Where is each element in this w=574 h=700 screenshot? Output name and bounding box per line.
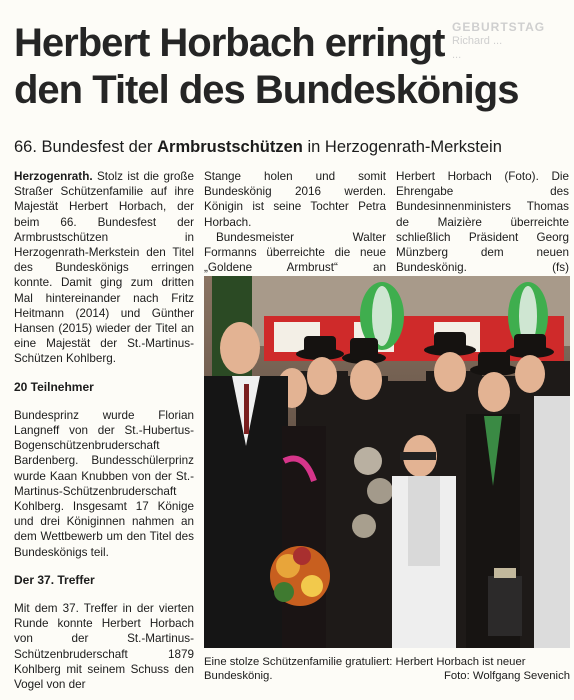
headline	[14, 20, 518, 114]
photo-credit: Foto: Wolfgang Sevenich	[443, 670, 570, 682]
article-photo	[204, 276, 570, 648]
author-sign: (fs)	[552, 261, 569, 275]
photo-caption	[204, 655, 570, 683]
col3-text: Herbert Horbach (Foto). Die Ehrengabe des Bundesinnenministers Thomas de Maizière überreichte schließlich Präsident Georg Münzberg dem neuen Bundeskönig.	[396, 170, 569, 275]
section-heading-participants: 20 Teilnehmer	[14, 379, 94, 394]
article-column-1	[14, 169, 194, 692]
lead-paragraph	[14, 169, 194, 367]
faded-line: Richard ...	[452, 35, 503, 47]
caption-text: Eine stolze Schützenfamilie gratuliert: Herbert Horbach ist neuer Bundeskönig.	[204, 656, 526, 682]
faded-line: ...	[452, 49, 462, 61]
headline-line-2: den Titel des Bundeskönigs	[14, 68, 519, 112]
section-heading-treffer: Der 37. Treffer	[14, 572, 95, 587]
lead-text: Stolz ist die große Straßer Schützenfamilie auf ihre Majestät Herbert Horbach, der beim 66. Bundesfest der Armbrustschützen in Herzogenrath-Merkstein den Titel des Bundeskönigs erringen konnte. Damit ging zum dritten Mal hintereinander nach Fritz Heitmann (2014) und Günther Hansen (2015) wieder der Titel an eine Majestät der St.-Martinus-Schützen Kohlberg.	[14, 170, 194, 366]
subheadline-post: in Herzogenrath-Merkstein	[302, 138, 502, 156]
faded-heading: GEBURTSTAG	[452, 20, 546, 34]
article-column-2	[204, 169, 386, 291]
col2-paragraph-1: Stange holen und somit Bundeskönig 2016 werden. Königin ist seine Tochter Petra Horbach.	[204, 170, 386, 229]
section-treffer-text: Mit dem 37. Treffer in der vierten Runde konnte Herbert Horbach von der St.-Martinus-Schützenbruderschaft 1879 Kohlberg mit seinem Schuss den Vogel von der	[14, 602, 194, 692]
dateline: Herzogenrath.	[14, 170, 93, 183]
article-column-3	[396, 169, 569, 275]
subheadline-pre: 66. Bundesfest der	[14, 138, 158, 156]
group-photo-illustration	[204, 276, 570, 648]
col2-paragraph-2: Bundesmeister Walter Formanns überreichte die neue „Goldene Armbrust“ an	[204, 230, 386, 275]
subheadline	[14, 137, 502, 157]
subheadline-bold: Armbrustschützen	[157, 138, 303, 156]
col3-paragraph	[396, 169, 569, 275]
section-participants-text: Bundesprinz wurde Florian Langneff von der St.-Hubertus-Bogenschützenbruderschaft Bardenberg. Bundesschülerprinz wurde Kaan Knubben von der St.-Martinus-Schützenbruderschaft Kohlberg. Insgesamt 17 Könige und drei Königinnen nahmen an dem Wettbewerb um den Titel des Bundeskönigs teil.	[14, 408, 194, 559]
headline-line-1: Herbert Horbach erringt	[14, 21, 445, 65]
